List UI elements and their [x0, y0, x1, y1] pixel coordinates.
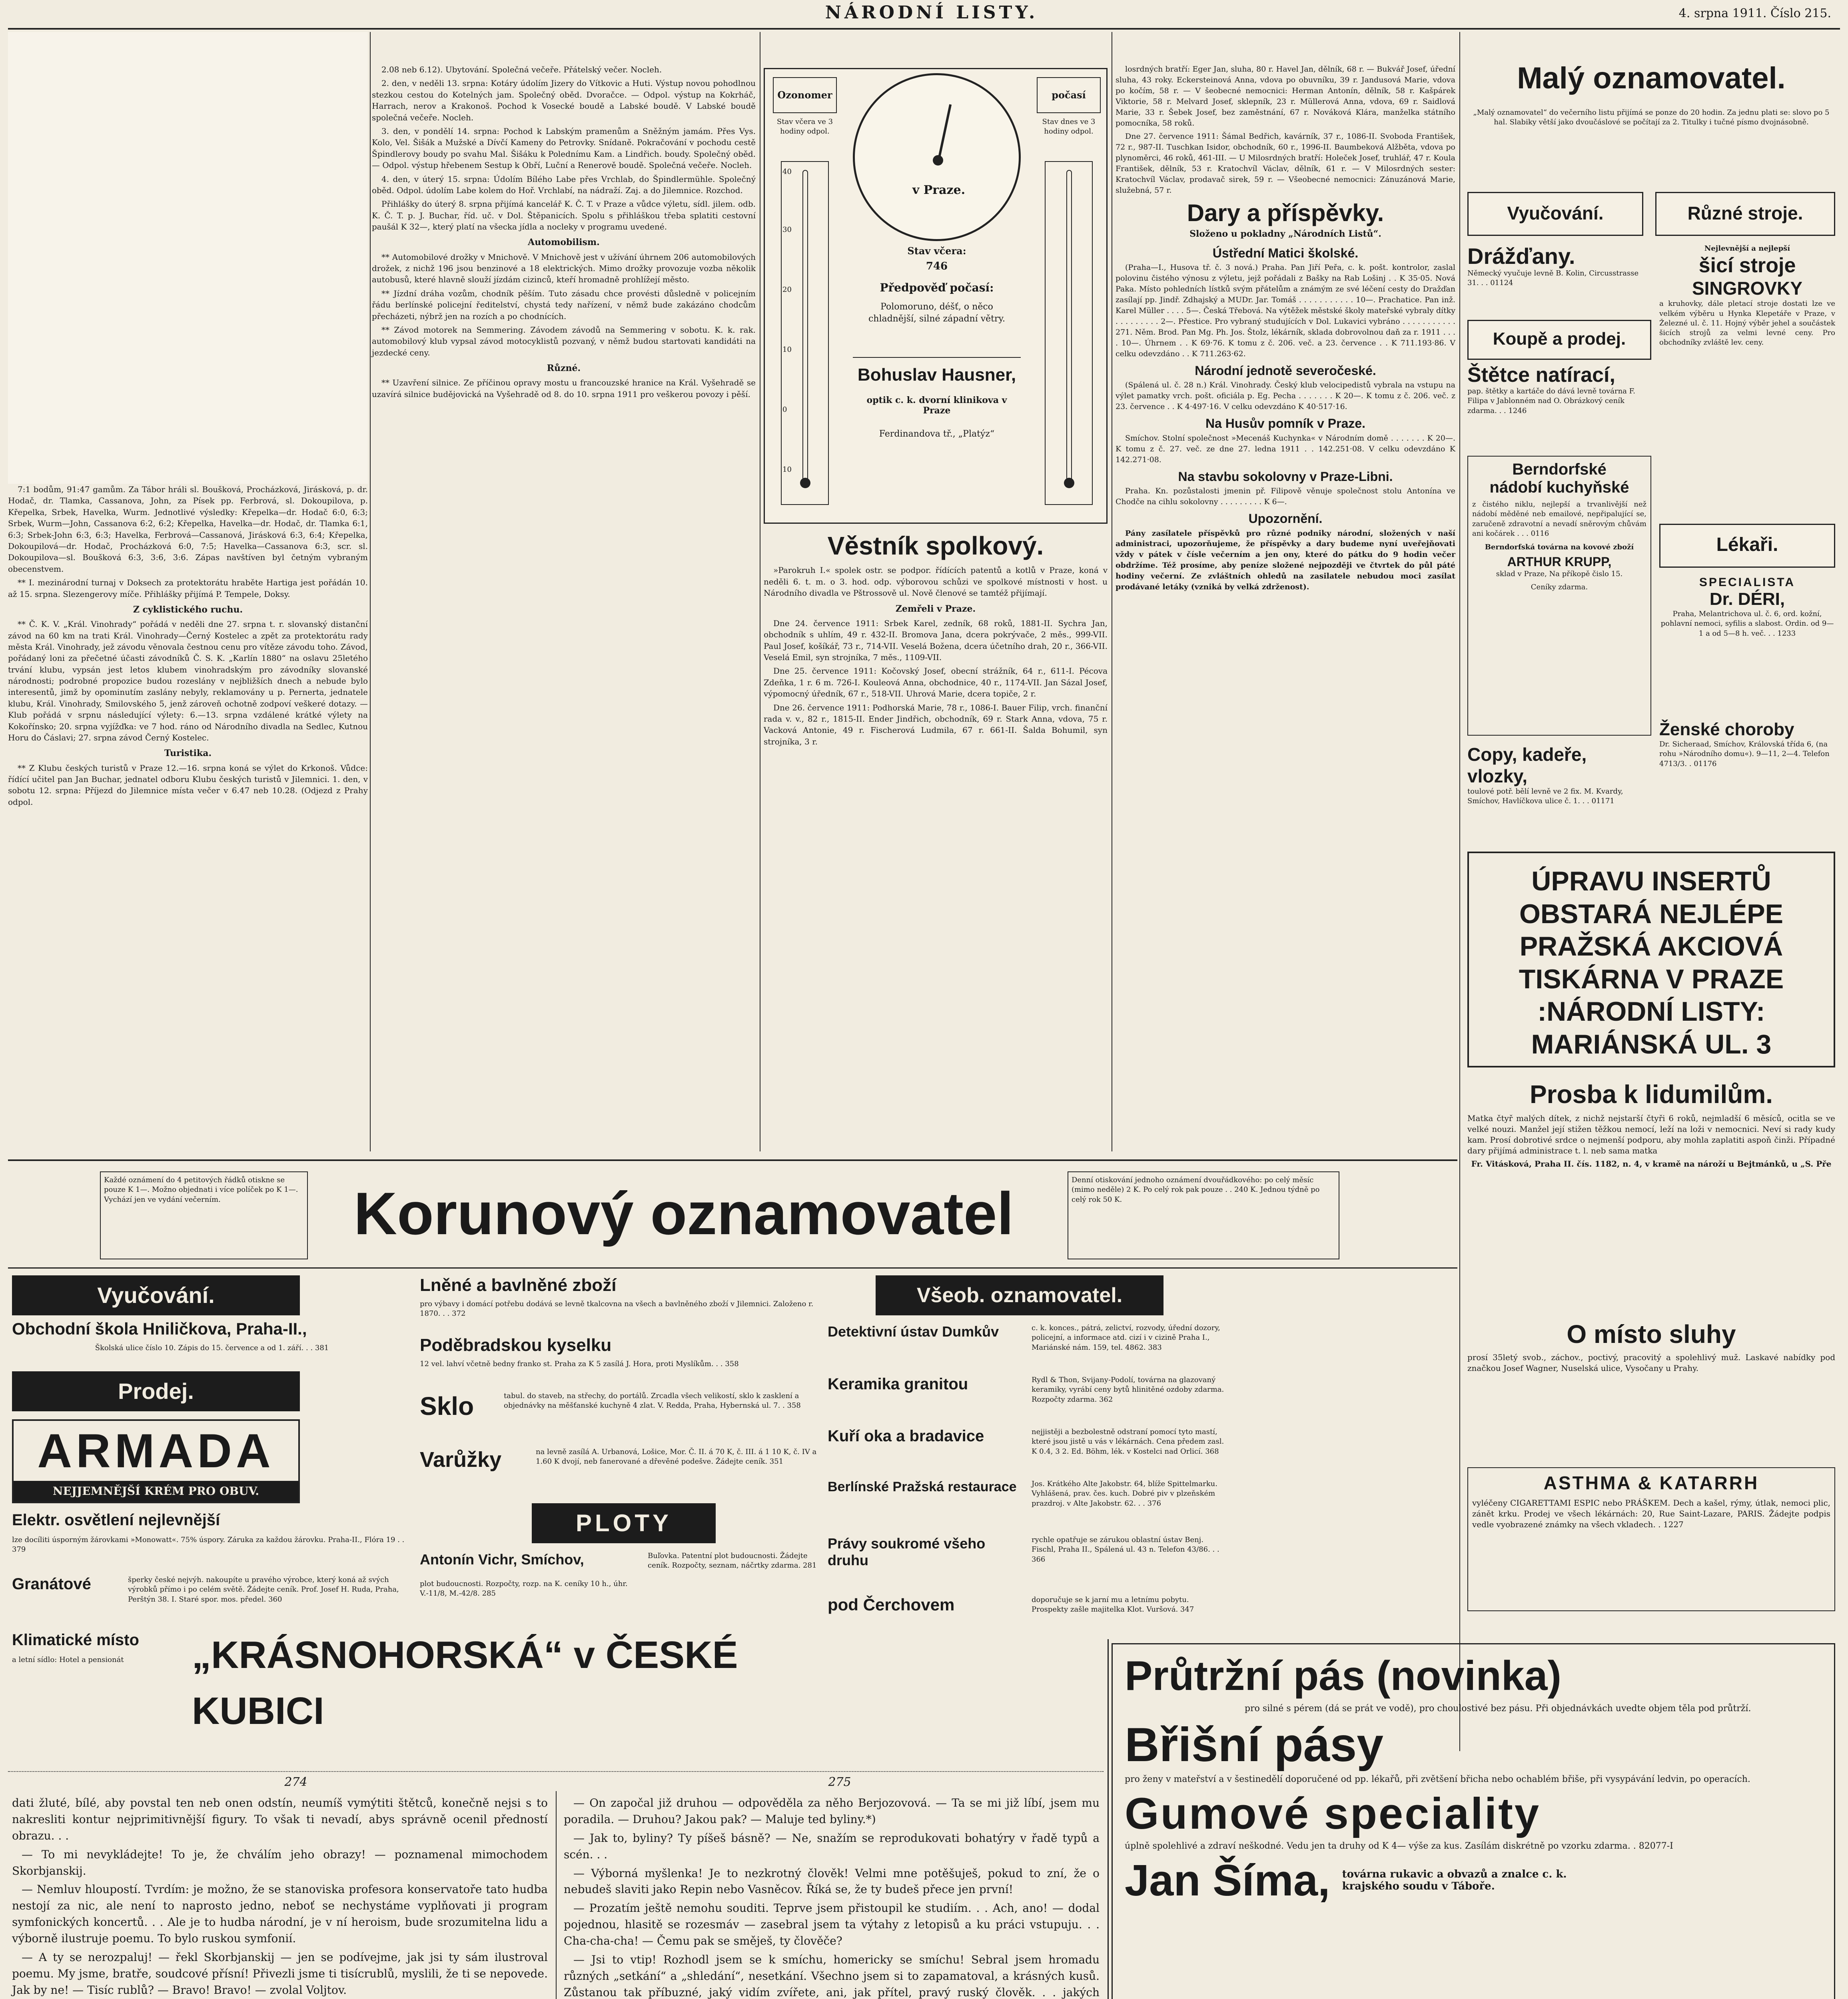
- p275-2: — Jak to, byliny? Ty píšeš básně? — Ne, snažím se reprodukovati bohatýry v řadě typů a scén. . .: [564, 1831, 1100, 1861]
- hospital-text-2: Dne 27. července 1911: Šámal Bedřich, kavárník, 37 r., 1086-II. Svoboda František, 72 r., 987-II. Tuschkan Isidor, obchodník, 60 r., 1996-II. Baumbeková Alžběta, vdova po plynoměrci, 46 roků, 461-III. — U Milosrdných bratří: Holeček Josef, truhlář, 47 r. Koula František, dělník, 53 r. Kratochvíl Václav, dělník, 61 r. — V Milosrdných sester: Kratochvíl Václav, prodavač sirek, 59 r. — Všeobecné nemocnici: Zánuzánová Marie, služebná, 57 r.: [1116, 132, 1455, 195]
- sici-title: šicí stroje: [1698, 254, 1796, 277]
- dial-city: v Praze.: [912, 183, 966, 197]
- dial-hub: [933, 155, 943, 166]
- barometer-title: Stav včera:: [907, 245, 966, 257]
- section-rule: [8, 1159, 1457, 1161]
- varuzky-title: Varůžky: [420, 1448, 502, 1472]
- jednota-heading: Národní jednotě severočeské.: [1195, 363, 1376, 378]
- maly-text: „Malý oznamovatel“ do večerního listu přijímá se ponze do 20 hodin. Za jednu plati se: slovo po 5 hal. Slabiky větší jako dvoučáslové se počítají za 2. Titulky i tučné písmo dvojnásobně.: [1473, 108, 1830, 127]
- excursion-text-5: Přihlášky do úterý 8. srpna přijímá kancelář K. Č. T. v Praze a vůdce výletu, sídl. jilem. odb. K. Č. T. p. J. Buchar, říd. uč. v Dol. Štěpanicích. Spolu s přihláškou třeba splatiti cestovní paušál K 32—, který platí na všecka jídla a nocleky v programu uvedené.: [372, 199, 756, 232]
- deri-name: Dr. DÉRI,: [1709, 589, 1785, 609]
- scale-label: 0: [782, 405, 787, 414]
- jednota-text: (Spálená ul. č. 28 n.) Král. Vinohrady. Český klub velocipedistů vybrala na vstupu na výlet pamatky vrch. pošt. oficiála p. Eg. Pecha . . . . . . . K 20—. K tomu z č. 206. več. z 23. července . . K 4·497·16. V celku odevzdáno K 40·517·16.: [1116, 381, 1455, 411]
- lekari-label: Lékaři.: [1716, 534, 1778, 555]
- copy-title: Copy, kadeře, vlozky,: [1467, 744, 1587, 786]
- pravy-title: Právy soukromé všeho druhu: [828, 1535, 986, 1568]
- auto-text-1: ** Automobilové drožky v Mnichově. V Mnichově jest v užívání úhrnem 206 automobilových drožek, z nichž 196 jsou benzinové a 18 elektrických. Mimo drožky provozuje vozba několik autobusů, které hlavně slouží jízdám cizinců, kteří hromadně prohlížejí město.: [372, 252, 756, 285]
- deaths-24: Dne 24. července 1911: Srbek Karel, zedník, 68 roků, 1881-II. Sychra Jan, obchodník s uhlím, 49 r. 432-II. Bromova Jana, dcera pokrývače, 2 měs., 999-VII. Paul Josef, košíkář, 73 r., 714-VII. Veselá Božena, dcera účetního drah, 20 r., 366-VII. Veselá Emil, syn strojníka, 7 měs., 1109-VII.: [764, 618, 1108, 662]
- notice-heading: Upozornění.: [1248, 511, 1323, 526]
- berndorf-factory: Berndorfská továrna na kovové zboží: [1485, 543, 1634, 552]
- ozonometer-label: Ozonomer: [773, 77, 837, 113]
- p275-1: — On započal již druhou — odpověděla za něho Berjozovová. — Ta se mi již líbí, jsem mu poradila. — Druhou? Jakou pak? — Maluje ted byliny.*): [564, 1796, 1100, 1826]
- tennis-result: 7:1 bodům, 91:47 gamům. Za Tábor hráli sl. Boušková, Procházková, Jirásková, p. dr. Hodač, dr. Tlamka, Cassanova, John, za Písek pp. Ferbrová, sl. Dokoupilova, p. Křepelka, Srbek, Havelka, Wurm. Jednotlivé výsledky: Křepelka—dr. Hodač 6:0, 6:3; Srbek, Wurm—John, Cassanova 6:2, 6:2; Křepelka, Havelka—dr. Hodač, dr. Tlamka 6:1, 6:3; Srbek-John 6:3, 6:3; Havelka, Ferbrová—Cassanová, Jirásková 6:3, 6:4; Křepelka, Dokoupilová—dr. Hodač, Procházková 6:0, 7:5; Havelka—Cassanova 6:3, scr. sl. Dokoupilova—sl. Boušková 6:3, 3:6, 3:6. Zápas navštíven byl četným vybraným obecenstvem.: [8, 485, 368, 574]
- maker-address: Ferdinandova tř., „Platýz“: [879, 429, 995, 439]
- vyucovani-box: [1467, 192, 1643, 236]
- p275-4: — Prozatím ještě nemohu souditi. Teprve jsem přistoupil ke studiím. . . Ach, ano! — dodal pojednou, hlasitě se rozesmáv — zasebral jsem ta výtahy z letopisů a ku práci vstupuju. . . Cha-cha-cha! — Čemu pak se směješ, ty člověče?: [564, 1901, 1100, 1947]
- copy-text: toulové potř. bělí levně ve 2 fix. M. Kvardy, Smíchov, Havlíčkova ulice č. 1. . . 01171: [1467, 787, 1623, 806]
- right-thermometer: [1045, 161, 1093, 505]
- vichr-text: Buľovka. Patentní plot budoucnosti. Žádejte ceník. Rozpočty, seznam, náčrtky zdarma. 281: [648, 1552, 817, 1570]
- deri-text: Praha, Melantrichova ul. č. 6, ord. kožní, pohlavní nemoci, syfilis a slabost. Ordin. od 9—1 a od 5—8 h. več. . . 1233: [1660, 610, 1834, 638]
- keramika-text: Rydl & Thon, Svijany-Podolí, továrna na glazovaný keramiky, vyrábí ceny bytů hlinitěné ozdoby zdarma. Rozpočty zdarma. 362: [1032, 1376, 1224, 1404]
- lnene-text: pro výbavy i domácí potřebu dodává se levně tkalcovna na všech a bavlněného zboží v Jilemnici. Založeno r. 1870. . . 372: [420, 1300, 814, 1318]
- stetce-ad: [1467, 364, 1651, 452]
- singrovky-text: a kruhovky, dále pletací stroje dostati lze ve velkém výběru u Hynka Klepetáře v Praze, v Železné ul. č. 11. Hojný výběr jehel a součástek šicích strojů za velmi levné ceny. Pro obchodníky zvláště lev. ceny.: [1659, 299, 1835, 347]
- section-rule: [8, 1267, 1457, 1269]
- prosba-address: Fr. Vitásková, Praha II. čís. 1182, n. 4, v kramě na nároží u Bejtmánků, u „S. Pře: [1471, 1159, 1832, 1169]
- auto-heading: Automobilism.: [528, 237, 600, 248]
- drazdany-text: Německý vyučuje levně B. Kolin, Circusstrasse 31. . . 01124: [1467, 269, 1639, 287]
- newspaper-title: NÁRODNÍ LISTY.: [825, 2, 1038, 23]
- left-tube: [802, 170, 808, 482]
- koruna-title: Korunový oznamovatel: [353, 1180, 1014, 1247]
- maly-heading-box: [1463, 60, 1839, 104]
- ruzne-box: [1655, 192, 1835, 236]
- koruna-right-info: Denní otiskování jednoho oznámení dvouřádkového: po celý měsíc (mimo neděle) 2 K. Po celý rok pak pouze . . 240 K. Jednou týdně po celý rok 50 K.: [1068, 1171, 1339, 1259]
- scale-label: 40: [782, 168, 792, 176]
- sima-name: Jan Šíma,: [1125, 1855, 1330, 1905]
- matice-text: (Praha—I., Husova tř. č. 3 nová.) Praha. Pan Jiří Peřa, c. k. pošt. kontrolor, zaslal polovinu čistého výnosu z výletu, jejž pořádali z Bašky na Rab Lošinj . . K 35·05. Nová Paka. Místo pohledních lístků svým přátelům a známým ze své léčení cesty do Dražďan zasílají pp. Jindř. Zdhajský a MUDr. Jar. Tomáš . . . . . . . . . . . 10—. Prachatice. Pan inž. Karel Müller . . . . 5—. Česká Třebová. Na výtěžek městské školy mateřské vybraly dítky . . . . . . . . . 2—. Přestice. Pro vybraný studujících v Dol. Lukavici vybráno . . . . . . . . . . . 271. Něm. Brod. Pan Mg. Ph. Jos. Štolz, lékárník, sklada dobrovolnou daň za r. 1911 . . . . 10—. Úhrnem . . K 69·76. K tomu z č. 206. več. a 23. července . . K 711.193·86. V celku odevzdáno . . K 711.263·62.: [1116, 263, 1455, 359]
- tiskarna-text: ÚPRAVU INSERTŮ OBSTARÁ NEJLÉPE PRAŽSKÁ AKCIOVÁ TISKÁRNA V PRAZE :NÁRODNÍ LISTY: MARIÁNSKÁ UL. 3: [1519, 866, 1784, 1059]
- lekari-box: [1659, 524, 1835, 568]
- asthma-text: vyléčeny CIGARETTAMI ESPIC nebo PRÁŠKEM. Dech a kašel, rýmy, útlak, nemoci plic, zánět krku. Prodej ve všech lékárnách: 20, Rue Saint-Lazare, PARIS. Žádejte podpis vedle vyobrazené známky na všech vkladech. . 1227: [1472, 1498, 1830, 1529]
- sici-head: Nejlevnější a nejlepší: [1704, 244, 1790, 253]
- ruzne-label: Různé stroje.: [1687, 203, 1803, 223]
- drazdany-ad: [1467, 244, 1651, 308]
- page-number-275: 275: [828, 1775, 851, 1789]
- prodej-banner: Prodej.: [12, 1371, 300, 1411]
- divider: [853, 357, 1021, 358]
- barometer-value: 746: [926, 260, 948, 272]
- matice-heading: Ústřední Matici školské.: [1212, 245, 1359, 260]
- klimaticke-text: a letní sídlo: Hotel a pensionát: [12, 1656, 124, 1664]
- vyucovani-banner: Vyučování.: [12, 1275, 300, 1315]
- forecast-text: Polomoruno, déšť, o něco chladnější, silné západní větry.: [868, 302, 1006, 324]
- sima-text: továrna rukavic a obvazů a znalce c. k. krajského soudu v Táboře.: [1342, 1868, 1567, 1893]
- right-bulb: [1064, 478, 1074, 488]
- hernia-title: Průtržní pás (novinka): [1125, 1653, 1562, 1699]
- sklo-text: tabul. do staveb, na střechy, do portálů. Zrcadla všech velikostí, sklo k zasklení a objednávky na měšťanské kuchyně 4 zlat. V. Redda, Praha, Hybernská ul. 7. . 358: [504, 1392, 801, 1410]
- tournament-notice: ** I. mezinárodní turnaj v Doksech za protektorátu hraběte Hartiga jest pořádán 10. až 15. srpna. Slezengerovy míče. Přihlášky přijímá P. Tempele, Doksy.: [8, 578, 368, 599]
- koruna-left-info: Každé oznámení do 4 petitových řádků otiskne se pouze K 1—. Možno objednati i více políček po K 1—. Vychází jen ve vydání večerním.: [100, 1171, 308, 1259]
- deaths-heading: Zemřeli v Praze.: [895, 603, 976, 614]
- deaths-25: Dne 25. července 1911: Kočovský Josef, obecní strážník, 64 r., 611-I. Pécova Zdeňka, 1 r. 6 m. 726-I. Kouleová Anna, obchodnice, 40 r., 1174-VII. Jan Sázal Josef, výpomocný úředník, 67 r., 518-VII. Uhrová Marie, dcera topiče, 2 r.: [764, 666, 1108, 699]
- maker-name: Bohuslav Hausner,: [857, 365, 1016, 385]
- weather-label: počasí: [1037, 77, 1101, 113]
- sokol-heading: Na stavbu sokolovny v Praze-Libni.: [1178, 469, 1393, 484]
- koruna-strip: [100, 1167, 1451, 1263]
- vichr-text-2: plot budoucnosti. Rozpočty, rozp. na K. ceníky 10 h., úhr. V.-11/8, M.-42/8. 285: [420, 1580, 628, 1598]
- varuzky-text: na levně zasílá A. Urbanová, Lošice, Mor. Č. II. á 70 K, č. III. á 1 10 K, č. IV a 1.60 K dvojí, neb fanerované a dřevěné podešve. Žádejte ceník. 351: [536, 1448, 817, 1466]
- armada-ad: [12, 1419, 300, 1503]
- armada-sub: NEJJEMNĚJŠÍ KRÉM PRO OBUV.: [14, 1481, 298, 1502]
- maly-heading: Malý oznamovatel.: [1517, 61, 1786, 95]
- hernia-text: pro silné s pérem (dá se prát ve vodě), pro choulostivé bez pásu. Při objednávkách uvedte objem těla pod průtrží.: [1245, 1703, 1751, 1714]
- sici-ad: [1659, 244, 1835, 500]
- column-rule: [370, 32, 371, 1151]
- klimaticke-title: Klimatické místo: [12, 1631, 139, 1649]
- sokol-text: Praha. Kn. pozůstalosti jmenin př. Filipově věnuje společnost stolu Antonína ve Chodče na cihlu sokolovny . . . . . . . . . K 6—.: [1116, 487, 1455, 507]
- excursion-text-4: 4. den, v úterý 15. srpna: Údolím Bílého Labe přes Vrchlab, do Špindlermühle. Společný oběd. Odpol. údolím Labe kolem do Hoř. Vrchlabí, na nádraží. Zaj. a do Jilemnice. Rozchod.: [372, 174, 756, 195]
- donations-sub: Složeno u pokladny „Národních Listů“.: [1189, 228, 1381, 239]
- elektr-title: Elektr. osvětlení nejlevnější: [12, 1511, 220, 1529]
- specialista: SPECIALISTA: [1699, 576, 1796, 589]
- scale-label: 10: [782, 345, 792, 354]
- left-reading: Stav včera ve 3 hodiny odpol.: [776, 118, 833, 136]
- donations-heading: Dary a příspěvky.: [1187, 199, 1384, 226]
- club-column: [764, 532, 1108, 1155]
- feuilleton-274: [12, 1795, 548, 1999]
- maker-sub: optik c. k. dvorní klinikova v Praze: [866, 395, 1007, 416]
- kuri-text: nejjistěji a bezbolestně odstraní pomocí tyto mastí, které jsou jistě u vás v lékárnách. Cena předem zasl. K 0.4, 3 2. Ed. Böhm, lék. v Kostelci nad Orlicí. 368: [1032, 1428, 1224, 1456]
- p274-4: — A ty se nerozpaluj! — řekl Skorbjanskij — jen se podívejme, jak jsi ty sám ilustroval poemu. My jsme, bratře, soudcové přísní! Přivezli jsme ti tisícrublů, myslili, že ti se nepovede. Jak by ne! — Tisíc rublů? — Bravo! Bravo! — zvolal Voljtov.: [12, 1950, 548, 1997]
- vichr-title: Antonín Vichr, Smíchov,: [420, 1551, 584, 1568]
- header-rule: [8, 28, 1840, 30]
- copy-ad: [1467, 744, 1651, 824]
- auto-text-3: ** Závod motorek na Semmering. Závodem závodů na Semmering v sobotu. K. k. rak. automobilový klub vypsal závod motocyklistů pozvaný, v němž budou startovati kandidáti na jezdecké ceny.: [372, 325, 756, 357]
- koupe-box: [1467, 320, 1651, 360]
- lnene-title: Lněné a bavlněné zboží: [420, 1275, 617, 1295]
- zenske-ad: [1659, 720, 1835, 824]
- auto-text-2: ** Jízdní dráha vozům, chodník pěším. Tuto zásadu chce provésti důsledně v policejním řádu berlínské policejní ředitelství, chystá tedy nařízení, v němž bude zakázáno chodcům přecházeti, nýbrž jen na rozích a po chodnících.: [372, 288, 756, 321]
- feuilleton-275: [564, 1795, 1100, 1999]
- elektr-text: lze docíliti úsporným žárovkami »Monowatt«. 75% úspory. Záruka za každou žárovku. Praha-II., Flóra 19 . . 379: [12, 1536, 405, 1554]
- kuri-title: Kuří oka a bradavice: [828, 1427, 984, 1445]
- p275-3: — Výborná myšlenka! Je to nezkrotný člověk! Velmi mne potěšuješ, pokud to zní, že o nebudeš slaviti jako Repin nebo Vasněcov. Říká se, že ty budeš přece jen první!: [564, 1866, 1100, 1896]
- berline-title: Berlínské Pražská restaurace: [828, 1479, 1017, 1494]
- skola-text: Školská ulice číslo 10. Zápis do 15. července a od 1. září. . . 381: [95, 1344, 329, 1352]
- notice-text: Pány zasílatele příspěvků pro různé podniky národní, složených v naší administraci, upozorňujeme, že příspěvky a dary budeme nyní uveřejňovati vždy v pátek v čísle večerním a jen ony, které do pátku do 9 hodin večer obdržíme. Též prosíme, aby peníze složené nejpozději ve čtvrtek do půl páté hodiny večerní. Ze zvláštních ohledů na zasilatele nebudou moci zasílat prodávané letáky (vzniká by velká zdrženost).: [1116, 529, 1455, 592]
- column-rule: [1459, 32, 1460, 1751]
- cyclist-text: ** Č. K. V. „Král. Vinohrady“ pořádá v neděli dne 27. srpna t. r. slovanský distanční závod na 60 km na trati Král. Vinohrady—Černý Kostelec a zpět za protektorátu rady města Král. Vinohrady, jež závodu věnovala čestnou cenu pro vítěze závodu toho. Závod, pořádaný loni za přečetné účasti závodníků Č. S. K. „Karlín 1880“ na oslavu 25letého trvání klubu, vypsán jest letos klubem vinohradským pro závodníky slovanské národnosti; podrobné propozice budou rozeslány v nejbližších dnech a nebude bylo interesentů, jimž by opominutím zaslány nebyly, reklamovány u p. Pernerta, jednatele klubu, Král. Vinohrady, Smilovského 5, jenž zároveň ochotně zodpoví veškeré dotazy. — Klub pořádá v srpnu následující výlety: 6.—13. srpna vzdálené krátké výlety na Kokořínsko; 20. srpna vyjížďka: ve 7 hod. ráno od Národního divadla na Sedlec, Kutnou Horu do Čáslavi; 27. srpna závod Černý Kostelec.: [8, 619, 368, 743]
- ploty-banner: PLOTY: [532, 1503, 716, 1543]
- detektiv-title: Detektivní ústav Dumkův: [828, 1323, 999, 1340]
- blank-area: [8, 32, 368, 484]
- feuilleton-rule: [8, 1771, 1104, 1773]
- prosba-ad: [1467, 1079, 1835, 1303]
- misto-title: O místo sluhy: [1567, 1320, 1736, 1349]
- cerchov-text: doporučuje se k jarní mu a letnímu pobytu. Prospekty zašle majitelka Klot. Vuršová. 347: [1032, 1596, 1194, 1614]
- classifieds-right: [828, 1275, 1227, 1687]
- koupe-label: Koupě a prodej.: [1493, 329, 1626, 349]
- singrovky-title: SINGROVKY: [1692, 278, 1803, 299]
- arthur-krupp: ARTHUR KRUPP,: [1507, 555, 1612, 569]
- tourist-heading: Turistika.: [164, 748, 212, 759]
- skola-title: Obchodní škola Hniličkova, Praha-II.,: [12, 1319, 307, 1338]
- hus-heading: Na Husův pomník v Praze.: [1205, 416, 1366, 431]
- berndorf-title-1: Berndorfské: [1512, 461, 1607, 478]
- misto-text: prosí 35letý svob., záchov., poctivý, pracovitý a spolehlivý muž. Laskavé nabídky pod značkou Josef Wagner, Nuselská ulice, Vysočany u Prahy.: [1467, 1353, 1835, 1373]
- deri-ad: [1659, 576, 1835, 712]
- pravy-text: rychle opatřuje se zárukou oblastní ústav Benj. Fischl, Praha II., Spálená ul. 43 n. Telefon 43/86. . . 366: [1032, 1536, 1219, 1564]
- sport-column: [8, 484, 368, 1143]
- club-text: »Parokruh I.« spolek ostr. se podpor. řídících patentů a kotlů v Praze, koná v neděli 6. t. m. o 3. hod. odp. výborovou schůzi ve spolkové místnosti v host. u Národního divadla ve Pštrossově ul. Nově členové se tamtéž přijímají.: [764, 565, 1108, 598]
- sklo-title: Sklo: [420, 1392, 474, 1420]
- left-bulb: [800, 478, 810, 488]
- podebradska-text: 12 vel. lahví včetně bedny franko st. Praha za K 5 zasílá J. Hora, proti Myslíkům. . . 358: [420, 1360, 739, 1368]
- zenske-title: Ženské choroby: [1659, 720, 1794, 739]
- deaths-26: Dne 26. července 1911: Podhorská Marie, 78 r., 1086-I. Bauer Filip, vrch. finanční rada v. v., 82 r., 1815-II. Ender Jindřich, obchodník, 69 r. Stark Anna, vdova, 75 r. Vacková Antonie, 49 r. Fischerová Ludmila, 67 r. 661-II. Šalda Bohumil, syn strojníka, 3 r.: [764, 702, 1108, 746]
- excursion-text-2: 2. den, v neděli 13. srpna: Kotáry údolím Jizery do Vítkovic a Huti. Výstup novou pohodlnou stezkou cestou do Kotelných jam. Společný oběd. Dvoračce. — Odpol. výstup na Kokrháč, Harrach, nerov a Krakonoš. Pochod k Vosecké boudě a Labské boudě. V Labské boudě společná večeře. Nocleh.: [372, 78, 756, 122]
- berndorf-title-2: nádobí kuchyňské: [1489, 479, 1629, 496]
- excursion-text-3: 3. den, v pondělí 14. srpna: Pochod k Labským pramenům a Sněžným jamám. Přes Vys. Kolo, Vel. Šišák a Mužské a Dívčí Kameny do Petrovky. Snídaně. Pokračování v pochodu cestě Špindlerovy boudy po svahu Mal. Šišáku k Polednímu Kam. a Lindřich. boudy. Společný oběd. — Odpol. výstup hřebenem Sestup k Obří, Luční a Renerově boudě. Společná večeře. Nocleh.: [372, 126, 756, 170]
- krasnohorska-title: „KRÁSNOHORSKÁ“ v ČESKÉ KUBICI: [192, 1634, 738, 1732]
- barometer-dial: [853, 73, 1021, 241]
- asthma-ad: [1467, 1467, 1835, 1611]
- p274-3: — Nemluv hloupostí. Tvrdím: je možno, že se stanoviska profesora konservatoře tato hudba nestojí za nic, ale není to naprosto jedno, neboť se nechystáme vyplňovati ji program symfonických koncertů. . . Ale je to hudba národní, je v ní heroism, bude srozumitelna lidu a výborně ilustruje poemu. To bylo ruskou symfonií.: [12, 1883, 548, 1945]
- gumove-title: Gumové speciality: [1125, 1789, 1541, 1838]
- page-number-274: 274: [284, 1775, 307, 1789]
- cyclist-heading: Z cyklistického ruchu.: [133, 604, 243, 615]
- hospital-text-1: losrdných bratří: Eger Jan, sluha, 80 r. Havel Jan, dělník, 68 r. — Bukvář Josef, úřední sluha, 43 roky. Eckersteinová Anna, vdova po obuvníku, 39 r. Jandusová Marie, vdova po kočím, 58 r. — V šeobecné nemocnici: Herman Antonín, dělník, 58 r. Kašpárek Viktorie, 58 r. Melvard Josef, sklepník, 23 r. Müllerová Anna, vdova, 69 r. Saidlová Marie, 33 r. Šebek Josef, bez zaměstnání, 67 r. Nováková Klára, manželka státního pomocníka, 58 roků.: [1116, 65, 1455, 128]
- prosba-title: Prosba k lidumilům.: [1529, 1080, 1773, 1109]
- issue-date: 4. srpna 1911. Číslo 215.: [1678, 6, 1831, 20]
- excursion-column: [372, 64, 756, 1151]
- left-thermometer: [781, 161, 829, 505]
- arthur-text: sklad v Praze, Na příkopě čislo 15.: [1496, 570, 1623, 579]
- cerchov-title: pod Čerchovem: [828, 1595, 955, 1614]
- ceniky: Ceníky zdarma.: [1531, 583, 1588, 591]
- berline-text: Jos. Krátkého Alte Jakobstr. 64, blíže Spittelmarku. Vyhlášená, prav. čes. kuch. Dobré piv v plzeňském prazdroj. v Alte Jakobstr. 62. . . 376: [1032, 1480, 1217, 1508]
- scale-label: 30: [782, 225, 792, 234]
- misc-heading: Různé.: [547, 363, 581, 374]
- right-tube: [1066, 170, 1072, 482]
- classifieds-mid: [420, 1275, 820, 1627]
- detektiv-text: c. k. konces., pátrá, zelictví, rozvody, úřední dozory, policejní, a informace atd. cizí i v cizině Praha I., Mariánské nám. 159, tel. 4862. 383: [1032, 1324, 1220, 1352]
- club-heading: Věstník spolkový.: [827, 531, 1044, 560]
- weather-box: [764, 68, 1108, 524]
- stetce-title: Štětce natírací,: [1467, 363, 1615, 387]
- tourist-text: ** Z Klubu českých turistů v Praze 12.—16. srpna koná se výlet do Krkonoš. Vůdce: řídící učitel pan Jan Buchar, jednatel odboru Klubu českých turistů v Jilemnici. 1. den, v sobotu 12. srpna: Příjezd do Jilemnice místa večer v 6.47 neb 10.28. (Odjezd z Prahy odpol.: [8, 763, 368, 807]
- right-reading: Stav dnes ve 3 hodiny odpol.: [1042, 118, 1096, 136]
- berndorf-text: z čistého niklu, nejlepší a trvanlivější než nádobí měděné neb emailové, nepřipalující se, zaručeně zdravotní a nevadí sněrovým chůvám ani kočárek . . . 0116: [1472, 500, 1646, 538]
- granatove-title: Granátové: [12, 1575, 91, 1593]
- prosba-text: Matka čtyř malých dítek, z nichž nejstarší čtyři 6 roků, nejmladší 6 měsíců, ocitla se ve velké nouzi. Manžel její stižen těžkou nemocí, leží na loži v nemocnici. Neví si rady kudy kam. Prosí dobrotivé srdce o nejmenší podporu, aby mohla zaplatiti aspoň činži. Případné dary přijímá administrace t. l. neb sama matka: [1467, 1113, 1835, 1155]
- misc-text: ** Uzavření silnice. Ze příčinou opravy mostu u francouzské hranice na Král. Vyšehradě se uzavírá silnice budějovická na Vyšehradě od 8. do 10. srpna 1911 pro veškerou povozy i pěší.: [372, 378, 756, 399]
- dial-needle: [937, 104, 952, 164]
- tiskarna-banner: [1467, 852, 1835, 1067]
- p274-1: dati žluté, bílé, aby povstal ten neb onen odstín, neumíš vymýtiti štětců, konečně nejsi s to nakresliti kontur nejprimitivnější figury. To však ti nevadí, abys správně ocenil předností obrazu. . .: [12, 1796, 548, 1842]
- brisni-text: pro ženy v mateřství a v šestinedělí doporučené od pp. lékařů, při zvětšení břicha nebo ochablém břiše, při vysypávání ledvin, po operacích.: [1125, 1774, 1750, 1785]
- scale-label: 20: [782, 285, 792, 294]
- asthma-title: ASTHMA & KATARRH: [1543, 1472, 1759, 1493]
- hus-text: Smíchov. Stolní společnost »Mecenáš Kuchynka« v Národním domě . . . . . . . K 20—. K tomu z č. 27. več. ze dne 27. ledna 1911 . . 142.251·08. V celku odevzdáno K 142.271·08.: [1116, 433, 1455, 464]
- vyucovani-label: Vyučování.: [1507, 203, 1604, 223]
- vseob-banner: Všeob. oznamovatel.: [876, 1275, 1163, 1315]
- granatove-text: šperky české nejvýh. nakoupíte u pravého výrobce, který koná až svých výrobků přímo i po celém světě. Žádejte ceník. Prof. Josef H. Ruda, Praha, Perštýn 38. I. Staré spor. mos. předel. 360: [128, 1576, 399, 1604]
- berndorf-ad: [1467, 456, 1651, 736]
- excursion-text-1: 2.08 neb 6.12). Ubytování. Společná večeře. Přátelský večer. Nocleh.: [381, 65, 662, 74]
- donations-column: [1116, 64, 1455, 1151]
- stetce-text: pap. štětky a kartáče do dává levně továrna F. Filipa v Jablonném nad O. Obrázkový ceník zdarma. . . 1246: [1467, 387, 1636, 415]
- keramika-title: Keramika granitou: [828, 1375, 968, 1393]
- gumove-text: úplně spolehlivé a zdraví neškodné. Vedu jen ta druhy od K 4— výše za kus. Zasílám diskrétně po vzorku zdarma. . 82077-I: [1125, 1841, 1673, 1851]
- zenske-text: Dr. Sicheraad, Smíchov, Královská třída 6, (na rohu »Národního domu«). 9—11, 2—4. Telefon 4713/3. . 01176: [1659, 740, 1830, 768]
- p274-2: — To mi nevykládejte! To je, že chválím jeho obrazy! — poznamenal mimochodem Skorbjanskij.: [12, 1847, 548, 1877]
- scale-label: 10: [782, 465, 792, 474]
- hernia-ad: [1112, 1643, 1835, 1999]
- misto-ad: [1467, 1319, 1835, 1455]
- podebradska-title: Poděbradskou kyselku: [420, 1335, 612, 1355]
- column-rule: [1108, 1639, 1109, 1999]
- brisni-title: Břišní pásy: [1125, 1718, 1383, 1772]
- column-rule: [556, 1791, 557, 1999]
- armada-title: ARMADA: [37, 1424, 275, 1478]
- drazdany-title: Drážďany.: [1467, 243, 1575, 269]
- p275-5: — Jsi to vtip! Rozhodl jsem se k smíchu, homericky se smíchu! Sebral jsem hromadu různých „setkání“ a „shledání“, nesetkání. Všechno jsem si to zapamatoval, a krásných kusů. Zůstanou tak příbuzné, jaký vidím zvířete, ani, jak přítel, pravý ruský člověk. . . jakých: [564, 1953, 1100, 1999]
- forecast-title: Předpověď počasí:: [880, 281, 994, 294]
